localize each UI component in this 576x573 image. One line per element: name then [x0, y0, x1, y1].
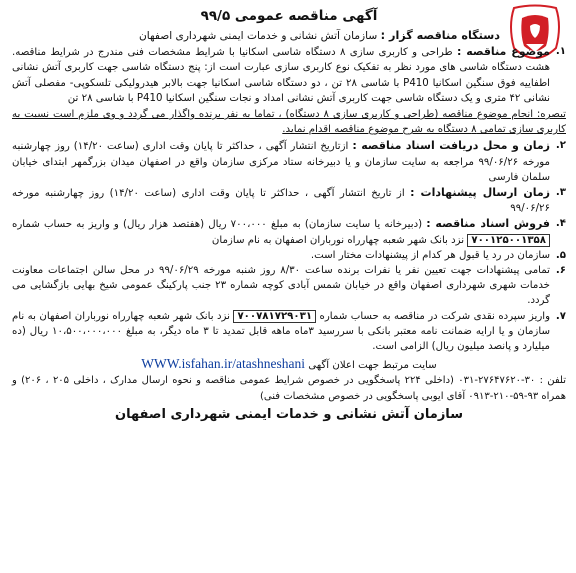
account-number: ۷۰۰۱۲۵۰۰۱۳۵۸ [467, 234, 550, 247]
item-number: ۷. [555, 310, 566, 322]
contact-info: تلفن : ۳۰-۲۷۶۴۷۶۲۰-۰۳۱ (داخلی ۲۲۴ پاسخگویی در خصوص شرایط عمومی مناقصه و نحوه ارسال مدارک ، داخلی ۲۰۵ ، ۲۰۶) و همراه ۹۳-۵۹-۲۱۰-۰۹۱۳ آقای ایوبی پاسخگویی در خصوص مشخصات فنی) [12, 375, 566, 402]
page-title: آگهی مناقصه عمومی ۹۹/۵ [200, 8, 378, 24]
item-heading: زمان ارسال پیشنهادات : [410, 186, 550, 200]
list-item [12, 138, 566, 185]
list-item [12, 185, 566, 216]
website-line [12, 356, 566, 373]
item-heading: فروش اسناد مناقصه : [426, 217, 550, 231]
website-label: سایت مرتبط جهت اعلان آگهی [308, 360, 437, 372]
list-item [12, 216, 566, 247]
item-text: واریز سپرده نقدی شرکت در مناقصه به حساب شماره [319, 310, 550, 322]
item-text: سازمان در رد یا قبول هر کدام از پیشنهادات مختار است. [310, 249, 550, 261]
item-number: ۶. [555, 265, 566, 277]
footer-signature: سازمان آتش نشانی و خدمات ایمنی شهرداری اصفهان [115, 406, 463, 422]
item-text: نزد بانک شهر شعبه چهارراه نورباران اصفهان به نام سازمان و یا ارایه ضمانت نامه معتبر بانکی با سررسید ۳ماه ماهه قابل تمدید تا ۳ ماه دیگر، به مبلغ ۱۰،۵۰۰،۰۰۰،۰۰۰ ریال (ده میلیارد و پانصد میلیون ریال) الزامی است. [12, 310, 550, 353]
notice-body [12, 28, 566, 422]
item-number: ۴. [555, 218, 566, 230]
item-number: ۱. [555, 46, 566, 58]
list-item [12, 44, 566, 106]
item-text: ازتاریخ انتشار آگهی ، حداکثر تا پایان وقت اداری (ساعت ۱۴/۲۰) روز چهارشنبه مورخه ۹۹/۰۶/۲۶ مراجعه به سایت سازمان و یا دبیرخانه ستاد مرکزی سازمان واقع در اصفهان میدان بزرگمهر ابتدای خیابان سلمان فارسی [12, 141, 551, 183]
item-text: تمامی پیشنهادات جهت تعیین نفر یا نفرات برنده ساعت ۸/۳۰ روز شنبه مورخه ۹۹/۰۶/۲۹ در محل سالن اجتماعات معاونت خدمات شهری شهرداری اصفهان واقع در خیابان شمس آبادی کوچه شماره ۲۳ جنب پارکینگ عمومی شیخ بهایی بازگشایی می گردد. [12, 265, 550, 307]
website-link[interactable]: WWW.isfahan.ir/atashneshani [141, 356, 305, 372]
list-item [12, 263, 566, 309]
list-item [12, 309, 566, 355]
item-heading: زمان و محل دریافت اسناد مناقصه : [352, 139, 551, 153]
item-number: ۳. [555, 187, 566, 199]
item-text: نزد بانک شهر شعبه چهارراه نورباران اصفهان به نام سازمان [211, 234, 465, 246]
item-text: طراحی و کاربری سازی ۸ دستگاه شاسی اسکانیا با شرایط مشخصات فنی مندرج در شرایط مناقصه. هشت دستگاه شاسی های مورد نظر به تفکیک نوع کاربری سازی عبارت است از: پنج دستگاه شاسی جهت کاربری آتش نشانی اطفاییه فوق سنگین اسکانیا P410 با شاسی ۲۸ تن ، دو دستگاه شاسی اسکانیا جهت بالابر هیدرولیکی تلسکوپی- مفصلی آتش نشانی ۴۲ متری و یک دستگاه شاسی جهت کاربری آتش نشانی امداد و نجات سنگین اسکانیا P410 با شاسی ۲۸ تن [12, 47, 551, 104]
item-number: ۵. [555, 249, 566, 261]
tender-note: تبصره: انجام موضوع مناقصه (طراحی و کاربری سازی ۸ دستگاه) ، تماما به نفر برنده واگذار می گردد و وی ملزم است نسبت به کاربری سازی تمامی ۸ دستگاه به شرح موضوع مناقصه اقدام نماید. [12, 109, 566, 136]
item-heading: موضوع مناقصه : [456, 45, 550, 59]
item-text: (دبیرخانه یا سایت سازمان) به مبلغ ۷۰۰،۰۰۰ ریال (هفتصد هزار ریال) و واریز به حساب شماره [12, 219, 423, 231]
organizer-label: دستگاه مناقصه گزار : [380, 29, 500, 42]
account-number: ۷۰۰۷۸۱۷۲۹۰۳۱ [233, 310, 316, 323]
item-text: از تاریخ انتشار آگهی ، حداکثر تا پایان وقت اداری (ساعت ۱۴/۲۰) روز چهارشنبه مورخه ۹۹/۰۶/۲۶ [12, 188, 550, 215]
organizer-value: سازمان آتش نشانی و خدمات ایمنی شهرداری اصفهان [138, 30, 378, 42]
item-number: ۲. [555, 140, 566, 152]
list-item [12, 248, 566, 263]
organizer-line [12, 28, 566, 44]
